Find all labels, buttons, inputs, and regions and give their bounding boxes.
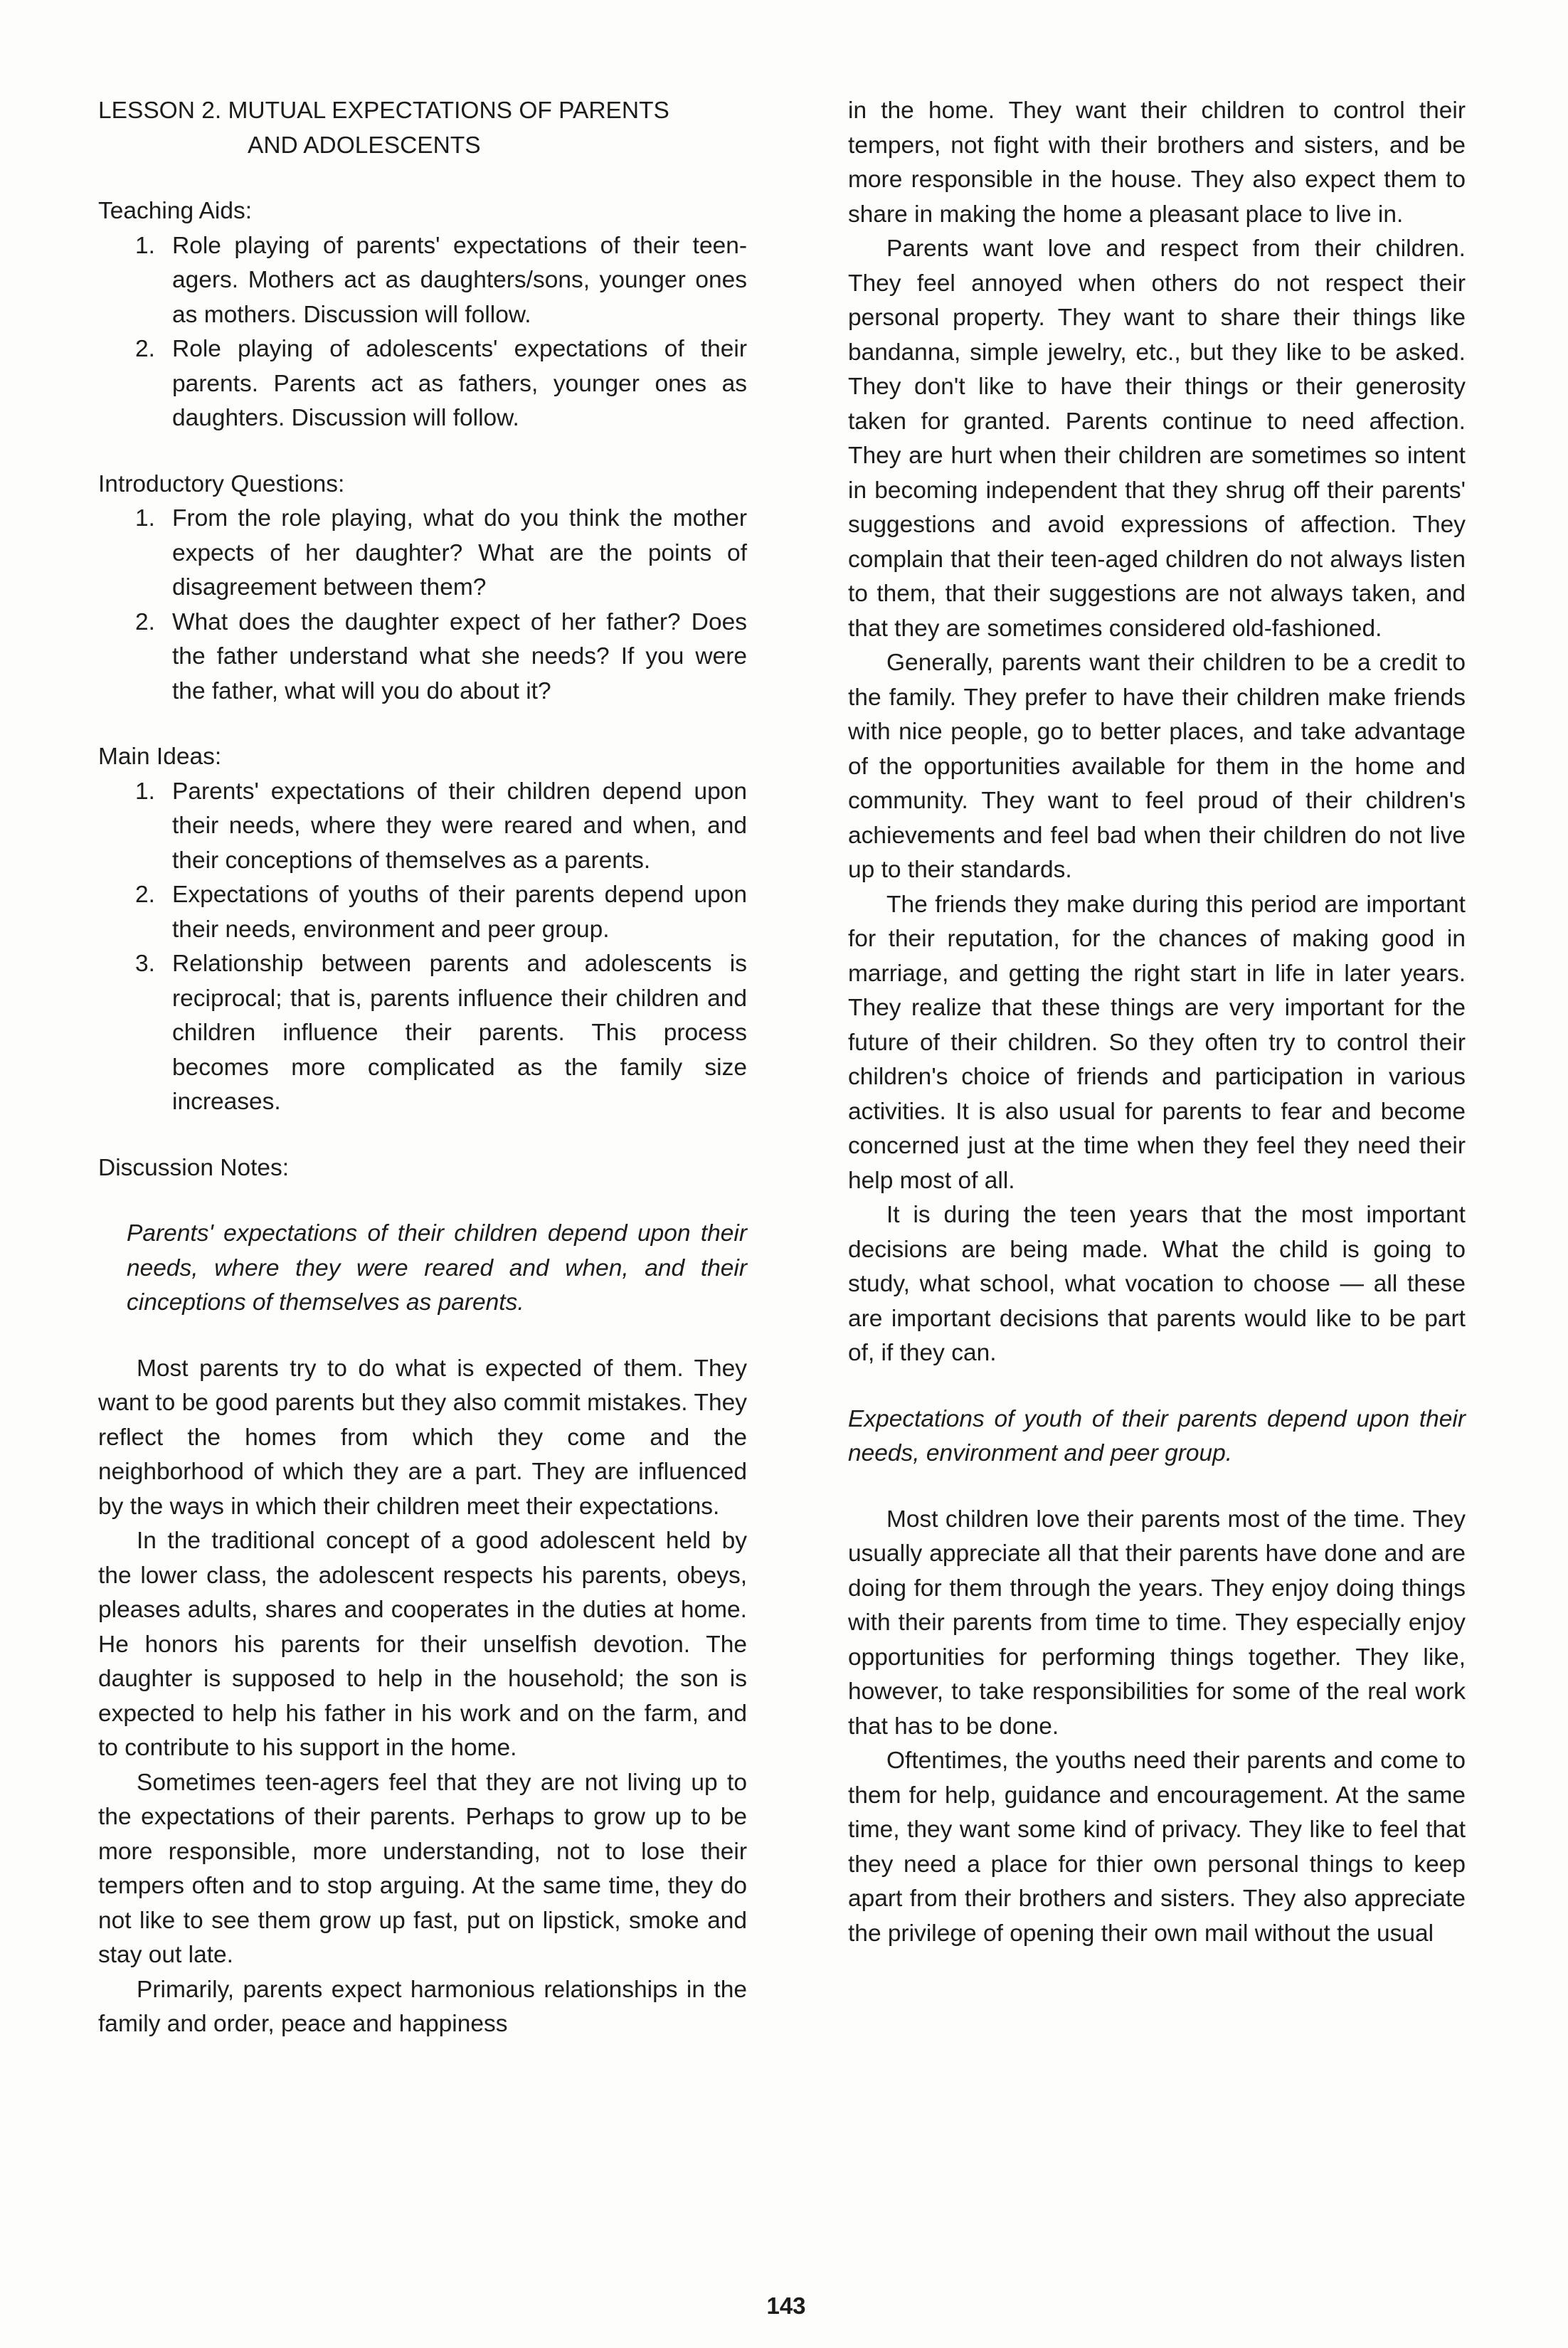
item-number: 1. xyxy=(135,232,155,259)
item-text: Role playing of adolescents' expectations of their parents. Parents act as fathers, younger ones as daughters. Discussion will follow. xyxy=(172,336,747,431)
introductory-questions-list xyxy=(98,502,747,709)
item-text: Role playing of parents' expectations of their teen-agers. Mothers act as daughters/sons, younger ones as mothers. Discussion will follow. xyxy=(172,232,747,328)
body-paragraph: It is during the teen years that the most important decisions are being made. What the child is going to study, what school, what vocation to choose — all these are important decisions that parents would like to be part of, if they can. xyxy=(848,1202,1466,1366)
main-idea-item xyxy=(98,947,747,1120)
teaching-aids-heading: Teaching Aids: xyxy=(98,198,253,224)
body-paragraph-continued: in the home. They want their children to control their tempers, not fight with their brothers and sisters, and be more responsible in the house. They also expect them to share in making the home a pleasant place to live in. xyxy=(848,97,1466,228)
body-paragraph: In the traditional concept of a good adolescent held by the lower class, the adolescent respects his parents, obeys, pleases adults, shares and cooperates in the duties at home. He honors his parents for their unselfish devotion. The daughter is supposed to help in the household; the son is expected to help his father in his work and on the farm, and to contribute to his support in the home. xyxy=(98,1528,747,1761)
teaching-aids-list xyxy=(98,229,747,436)
page-number: 143 xyxy=(766,2293,806,2319)
item-number: 2. xyxy=(135,608,155,635)
main-idea-item xyxy=(98,878,747,947)
introductory-questions-heading: Introductory Questions: xyxy=(98,470,345,497)
left-column xyxy=(98,94,747,2042)
question-item xyxy=(98,502,747,605)
body-paragraph: Parents want love and respect from their children. They feel annoyed when others do not respect their personal property. They want to share their things like bandanna, simple jewelry, etc., but they like to be asked. They don't like to have their things or their generosity taken for granted. Parents continue to need affection. They are hurt when their children are sometimes so intent in becoming independent that they shrug off their parents' suggestions and avoid expressions of affection. They complain that their teen-aged children do not always listen to them, that their suggestions are not always taken, and that they are sometimes considered old-fashioned. xyxy=(848,236,1466,642)
italic-subheading-youth: Expectations of youth of their parents depend upon their needs, environment and peer group. xyxy=(848,1405,1466,1466)
main-idea-item xyxy=(98,775,747,879)
lesson-title-line-2: AND ADOLESCENTS xyxy=(248,132,481,159)
discussion-notes-heading: Discussion Notes: xyxy=(98,1154,290,1181)
item-text: What does the daughter expect of her father? Does the father understand what she needs? If you were the father, what will you do about it? xyxy=(172,608,747,704)
item-text: Relationship between parents and adolescents is reciprocal; that is, parents influence their children and children influence their parents. This process becomes more complicated as the family size increases. xyxy=(172,951,747,1115)
teaching-aid-item xyxy=(98,332,747,436)
item-text: Expectations of youths of their parents depend upon their needs, environment and peer group. xyxy=(172,882,747,943)
body-paragraph: Primarily, parents expect harmonious relationships in the family and order, peace and happiness xyxy=(98,1976,747,2037)
main-ideas-heading: Main Ideas: xyxy=(98,744,222,770)
italic-subheading-parents: Parents' expectations of their children depend upon their needs, where they were reared and when, and their cinceptions of themselves as parents. xyxy=(127,1220,747,1316)
item-number: 3. xyxy=(135,951,155,977)
item-number: 2. xyxy=(135,882,155,908)
teaching-aid-item xyxy=(98,229,747,333)
right-column xyxy=(848,94,1466,1951)
body-paragraph: Oftentimes, the youths need their parents and come to them for help, guidance and encouragement. At the same time, they want some kind of privacy. They like to feel that they need a place for thier own personal things to keep apart from their brothers and sisters. They also appreciate the privilege of opening their own mail without the usual xyxy=(848,1747,1466,1947)
main-ideas-list xyxy=(98,775,747,1120)
body-paragraph: Generally, parents want their children to be a credit to the family. They prefer to have their children make friends with nice people, go to better places, and take advantage of the opportunities available for them in the home and community. They want to feel proud of their children's achievements and feel bad when their children do not live up to their standards. xyxy=(848,650,1466,883)
body-paragraph: Sometimes teen-agers feel that they are not living up to the expectations of their parents. Perhaps to grow up to be more responsible, more understanding, not to lose their tempers often and to stop arguing. At the same time, they do not like to see them grow up fast, put on lipstick, smoke and stay out late. xyxy=(98,1769,747,1968)
body-paragraph: Most parents try to do what is expected of them. They want to be good parents but they also commit mistakes. They reflect the homes from which they come and the neighborhood of which they are a part. They are influenced by the ways in which their children meet their expectations. xyxy=(98,1355,747,1520)
lesson-title-line-1: LESSON 2. MUTUAL EXPECTATIONS OF PARENTS xyxy=(98,97,669,124)
item-number: 2. xyxy=(135,336,155,362)
item-number: 1. xyxy=(135,505,155,532)
question-item xyxy=(98,605,747,709)
item-number: 1. xyxy=(135,778,155,805)
lesson-title xyxy=(98,94,747,163)
body-paragraph: The friends they make during this period are important for their reputation, for the chances of making good in marriage, and getting the right start in life in later years. They realize that these things are very important for the future of their children. So they often try to control their children's choice of friends and participation in various activities. It is also usual for parents to fear and become concerned just at the time when they feel they need their help most of all. xyxy=(848,891,1466,1194)
item-text: Parents' expectations of their children depend upon their needs, where they were reared and when, and their conceptions of themselves as a parents. xyxy=(172,778,747,874)
item-text: From the role playing, what do you think the mother expects of her daughter? What are the points of disagreement between them? xyxy=(172,505,747,601)
body-paragraph: Most children love their parents most of the time. They usually appreciate all that their parents have done and are doing for them through the years. They enjoy doing things with their parents from time to time. They especially enjoy opportunities for performing things together. They like, however, to take responsibilities for some of the real work that has to be done. xyxy=(848,1506,1466,1740)
